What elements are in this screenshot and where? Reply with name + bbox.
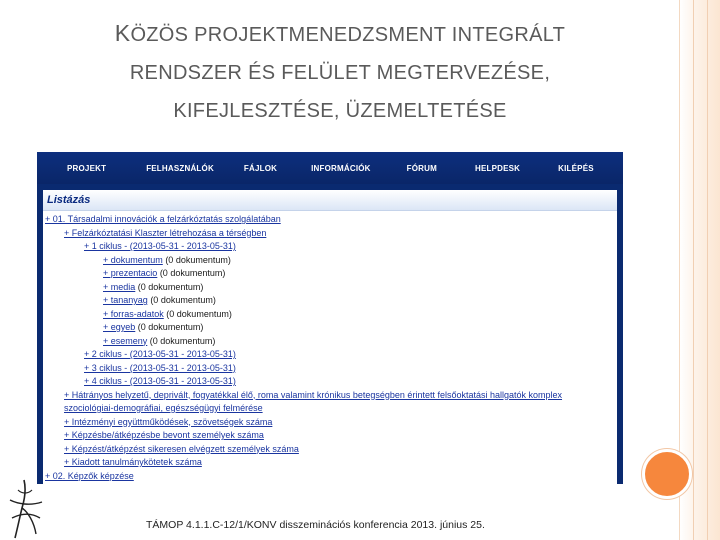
tree-list [43, 211, 617, 483]
tree-item [43, 267, 617, 281]
slide-footer: TÁMOP 4.1.1.C-12/1/KONV disszeminációs konferencia 2013. június 25. [146, 519, 485, 531]
tree-item [43, 470, 617, 484]
tree-link[interactable]: + Felzárkóztatási Klaszter létrehozása a térségben [64, 227, 267, 238]
top-nav [37, 152, 623, 184]
slide-title-initial: K [114, 20, 131, 46]
tree-item [43, 227, 617, 241]
tree-link[interactable]: + 01. Társadalmi innovációk a felzárkóztatás szolgálatában [45, 214, 281, 224]
tree-item [43, 416, 617, 430]
tree-link[interactable]: + egyeb [103, 322, 136, 332]
tree-item [43, 281, 617, 295]
logo-figure-icon [6, 478, 46, 540]
tree-link[interactable]: + Kiadott tanulmánykötetek száma [64, 457, 202, 467]
slide-title-line-1 [60, 14, 620, 54]
tree-item [43, 335, 617, 349]
tree-link[interactable]: + Hátrányos helyzetű, deprivált, fogyatékkal élő, roma valamint krónikus betegségben érintett felsőoktatási hallgatók komplex szociológiai-demográfiai, egészségügyi felmérése [64, 389, 563, 413]
tree-link[interactable]: + 3 ciklus - (2013-05-31 - 2013-05-31) [84, 362, 236, 373]
listing-panel [43, 190, 617, 484]
frame-right-edge [617, 190, 623, 484]
tree-link[interactable]: + tananyag [103, 295, 148, 305]
slide-title-line-1-text: ÖZÖS PROJEKTMENEDZSMENT INTEGRÁLT [130, 24, 566, 46]
nav-item-forum[interactable]: FÓRUM [406, 163, 437, 173]
decorative-line [707, 0, 708, 540]
tree-link[interactable]: + Intézményi együttműködések, szövetségek száma [64, 416, 273, 427]
tree-link[interactable]: + Képzést/átképzést sikeresen elvégzett személyek száma [64, 443, 299, 454]
decorative-line [693, 0, 694, 540]
app-screenshot [37, 152, 623, 484]
tree-link[interactable]: + forras-adatok [103, 308, 164, 319]
tree-link[interactable]: + media [103, 281, 136, 292]
tree-link[interactable]: + 2 ciklus - (2013-05-31 - 2013-05-31) [84, 349, 236, 359]
doc-count: (0 dokumentum) [137, 322, 204, 332]
tree-link[interactable]: + prezentacio [103, 268, 158, 278]
doc-count: (0 dokumentum) [150, 295, 216, 305]
slide-title [60, 14, 620, 130]
nav-item-felhasznalok[interactable]: FELHASZNÁLÓK [146, 163, 214, 173]
tree-link[interactable]: + esemeny [103, 335, 148, 346]
tree-item [43, 240, 617, 254]
tree-item [43, 375, 617, 389]
tree-link[interactable]: + 1 ciklus - (2013-05-31 - 2013-05-31) [84, 241, 236, 251]
doc-count: (0 dokumentum) [159, 268, 226, 278]
tree-link[interactable]: + dokumentum [103, 254, 163, 265]
tree-link[interactable]: + Képzésbe/átképzésbe bevont személyek száma [64, 430, 264, 440]
doc-count: (0 dokumentum) [137, 281, 204, 292]
tree-item [43, 456, 617, 470]
tree-item [43, 348, 617, 362]
tree-item [43, 429, 617, 443]
nav-item-helpdesk[interactable]: HELPDESK [474, 163, 521, 173]
nav-item-projekt[interactable]: PROJEKT [67, 163, 107, 173]
doc-count: (0 dokumentum) [166, 308, 232, 319]
tree-link[interactable]: + 4 ciklus - (2013-05-31 - 2013-05-31) [84, 376, 236, 386]
nav-item-kilepes[interactable]: KILÉPÉS [558, 163, 594, 173]
panel-title: Listázás [43, 190, 617, 211]
tree-item [43, 213, 617, 227]
tree-link[interactable]: + 02. Képzők képzése [45, 470, 134, 481]
tree-item [43, 294, 617, 308]
tree-item [43, 254, 617, 268]
tree-item [43, 362, 617, 376]
slide-title-line-2: RENDSZER ÉS FELÜLET MEGTERVEZÉSE, [129, 62, 551, 84]
tree-item [43, 443, 617, 457]
slide-title-line-3: KIFEJLESZTÉSE, ÜZEMELTETÉSE [173, 100, 507, 122]
tree-item [43, 389, 617, 416]
nav-item-fajlok[interactable]: FÁJLOK [243, 163, 278, 173]
doc-count: (0 dokumentum) [149, 335, 216, 346]
decorative-circle [642, 449, 692, 499]
tree-item [43, 308, 617, 322]
tree-item [43, 321, 617, 335]
doc-count: (0 dokumentum) [165, 254, 231, 265]
nav-item-informaciok[interactable]: INFORMÁCIÓK [311, 163, 371, 173]
